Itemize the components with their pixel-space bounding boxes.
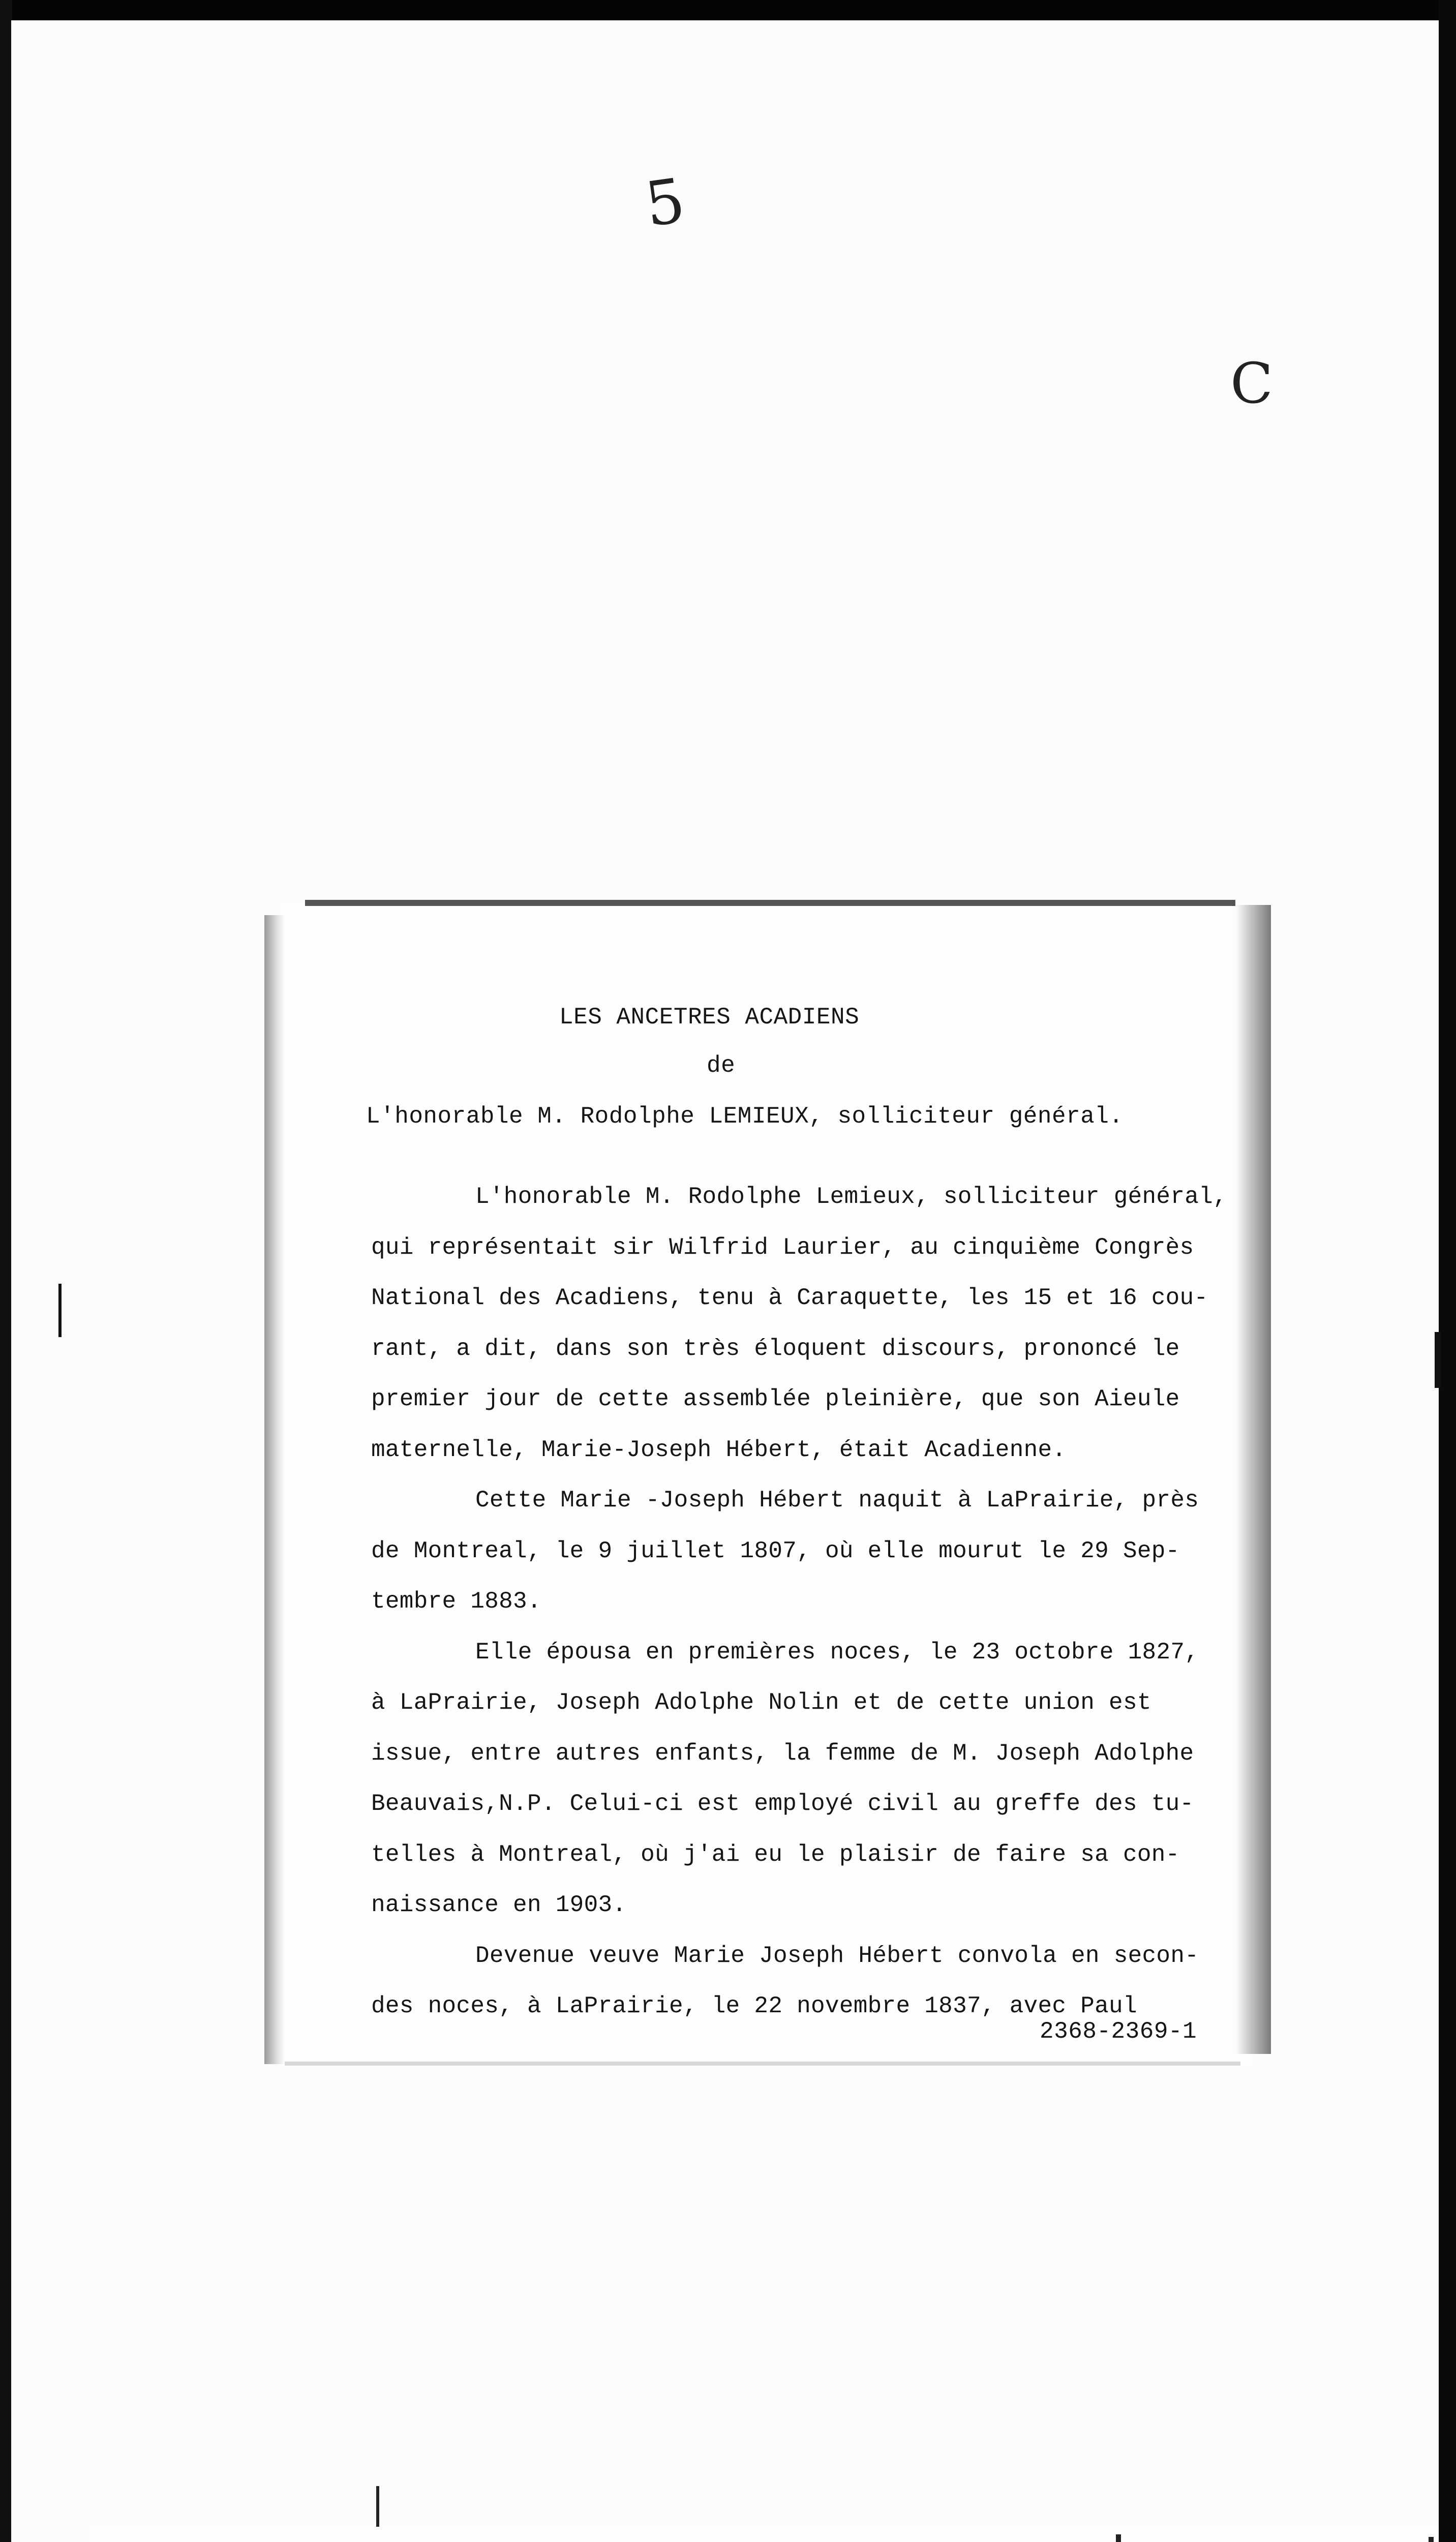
body-line: à LaPrairie, Joseph Adolphe Nolin et de cette union est (371, 1689, 1151, 1716)
handwritten-page-number: 5 (641, 165, 689, 241)
clipping-title-de: de (707, 1052, 736, 1079)
scan-artifact (1435, 1332, 1441, 1388)
body-line: Beauvais,N.P. Celui-ci est employé civil au greffe des tu- (371, 1791, 1194, 1817)
clipping-top-border (305, 900, 1235, 906)
body-line: rant, a dit, dans son très éloquent discours, prononcé le (371, 1335, 1180, 1362)
scan-artifact (376, 2486, 379, 2527)
reference-code: 2368-2369-1 (1040, 2018, 1197, 2045)
clipping-bottom-border (285, 2062, 1240, 2066)
body-line: naissance en 1903. (371, 1892, 627, 1918)
scan-artifact (1429, 2537, 1434, 2542)
body-line: tembre 1883. (371, 1588, 541, 1615)
clipping-edge-shadow (1235, 905, 1271, 2054)
body-line: Devenue veuve Marie Joseph Hébert convola en secon- (475, 1942, 1199, 1969)
clipping-subject: L'honorable M. Rodolphe LEMIEUX, solliciteur général. (366, 1103, 1124, 1130)
scan-artifact (58, 1284, 62, 1337)
body-line: premier jour de cette assemblée pleinière, que son Aieule (371, 1386, 1180, 1412)
body-line: des noces, à LaPrairie, le 22 novembre 1837, avec Paul (371, 1993, 1137, 2019)
film-edge-left (0, 0, 12, 2542)
film-edge-top (0, 0, 1456, 21)
handwritten-mark: C (1230, 351, 1273, 416)
clipping-body (371, 1172, 1225, 2032)
body-line: L'honorable M. Rodolphe Lemieux, solliciteur général, (475, 1184, 1227, 1210)
body-line: maternelle, Marie-Joseph Hébert, était Acadienne. (371, 1436, 1067, 1463)
scan-artifact (1116, 2534, 1121, 2542)
archive-stamp-panel (86, 2524, 1439, 2542)
body-line: issue, entre autres enfants, la femme de M. Joseph Adolphe (371, 1740, 1194, 1767)
clipping-title: LES ANCETRES ACADIENS (559, 1004, 860, 1031)
body-line: qui représentait sir Wilfrid Laurier, au cinquième Congrès (371, 1234, 1194, 1261)
body-line: de Montreal, le 9 juillet 1807, où elle mourut le 29 Sep- (371, 1537, 1180, 1564)
body-line: Cette Marie -Joseph Hébert naquit à LaPrairie, près (475, 1487, 1199, 1514)
body-line: National des Acadiens, tenu à Caraquette, les 15 et 16 cou- (371, 1285, 1208, 1311)
body-line: telles à Montreal, où j'ai eu le plaisir de faire sa con- (371, 1841, 1180, 1868)
clipping-edge-shadow (264, 915, 285, 2064)
film-edge-right (1439, 0, 1456, 2542)
body-line: Elle épousa en premières noces, le 23 octobre 1827, (475, 1639, 1199, 1666)
